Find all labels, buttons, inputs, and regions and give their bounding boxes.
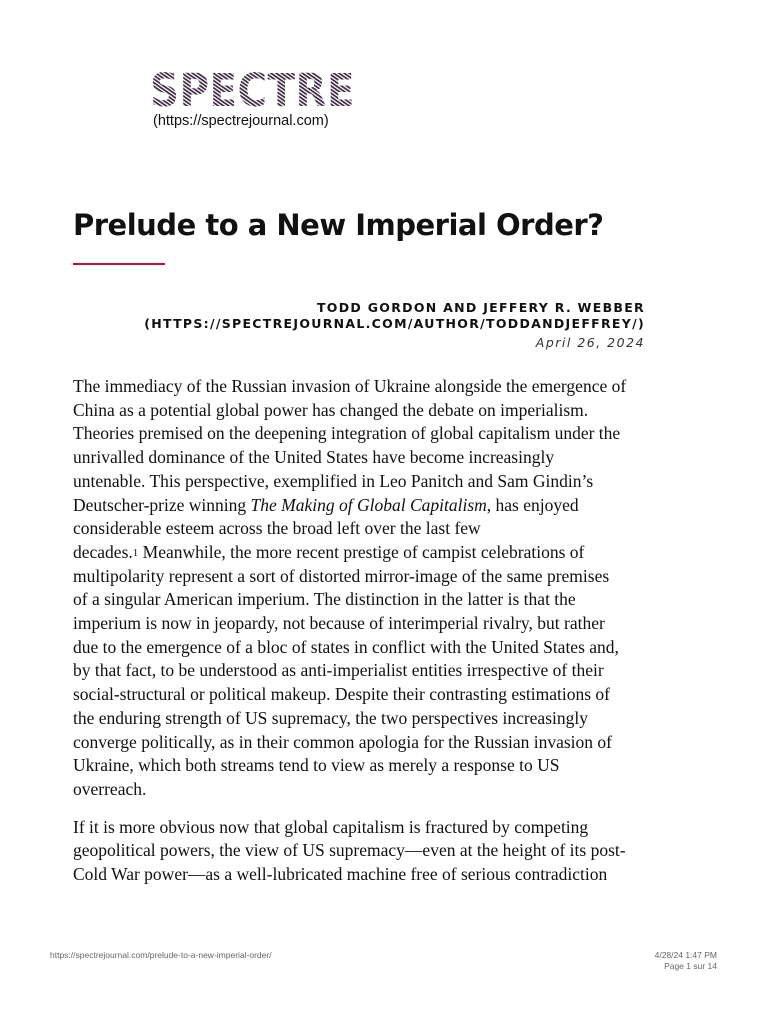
author-url-link[interactable]: (HTTPS://SPECTREJOURNAL.COM/AUTHOR/TODDANDJEFFREY/) [144,316,645,331]
text-line: considerable esteem across the broad left over the last few [73,518,481,539]
text-line [73,494,698,518]
author-names[interactable]: TODD GORDON AND JEFFERY R. WEBBER [316,300,645,315]
title-divider [73,263,165,265]
article-body [73,375,698,887]
text-fragment: Meanwhile, the more recent prestige of campist celebrations of [138,541,585,562]
text-line [73,541,698,565]
text-line: Cold War power—as a well-lubricated machine free of serious contradiction [73,864,608,885]
text-fragment: , has enjoyed [486,494,579,515]
text-fragment: Deutscher-prize winning [73,494,251,515]
text-line: the enduring strength of US supremacy, the two perspectives increasingly [73,707,588,728]
site-url-link[interactable]: (https://spectrejournal.com) [153,113,329,129]
spectre-logo-mark [150,68,360,112]
spectre-logo[interactable] [150,68,370,112]
footer-page-url[interactable]: https://spectrejournal.com/prelude-to-a-new-imperial-order/ [50,950,272,960]
byline [144,300,645,332]
text-line: social-structural or political makeup. Despite their contrasting estimations of [73,684,611,705]
page-indicator: Page 1 sur 14 [664,961,717,971]
text-line: of a singular American imperium. The distinction in the latter is that the [73,589,576,610]
text-line: The immediacy of the Russian invasion of Ukraine alongside the emergence of [73,376,627,396]
page-title: Prelude to a New Imperial Order? [73,208,604,242]
paragraph-1 [73,375,698,802]
publish-date: April 26, 2024 [535,335,645,350]
paragraph-2 [73,816,698,887]
text-line: by that fact, to be understood as anti-imperialist entities irrespective of their [73,660,604,681]
text-line: Theories premised on the deepening integration of global capitalism under the [73,423,621,444]
logo-wordmark: SPECTRE [150,68,355,112]
text-line: untenable. This perspective, exemplified in Leo Panitch and Sam Gindin’s [73,470,594,491]
footer-meta [655,950,717,972]
text-line: imperium is now in jeopardy, not because of interimperial rivalry, but rather [73,613,605,634]
text-line: If it is more obvious now that global capitalism is fractured by competing [73,816,589,837]
text-line: multipolarity represent a sort of distorted mirror-image of the same premises [73,565,610,586]
text-line: overreach. [73,778,147,799]
text-line: due to the emergence of a bloc of states in conflict with the United States and, [73,636,619,657]
book-title: The Making of Global Capitalism [250,494,487,515]
print-timestamp: 4/28/24 1:47 PM [654,950,717,960]
text-fragment: decades. [73,541,133,562]
text-line: Ukraine, which both streams tend to view as merely a response to US [73,755,560,776]
text-line: geopolitical powers, the view of US supremacy—even at the height of its post- [73,840,626,861]
text-line: converge politically, as in their common apologia for the Russian invasion of [73,731,612,752]
footnote-link[interactable]: 1 [132,546,139,559]
text-line: China as a potential global power has changed the debate on imperialism. [73,399,589,420]
text-line: unrivalled dominance of the United States have become increasingly [73,447,555,468]
